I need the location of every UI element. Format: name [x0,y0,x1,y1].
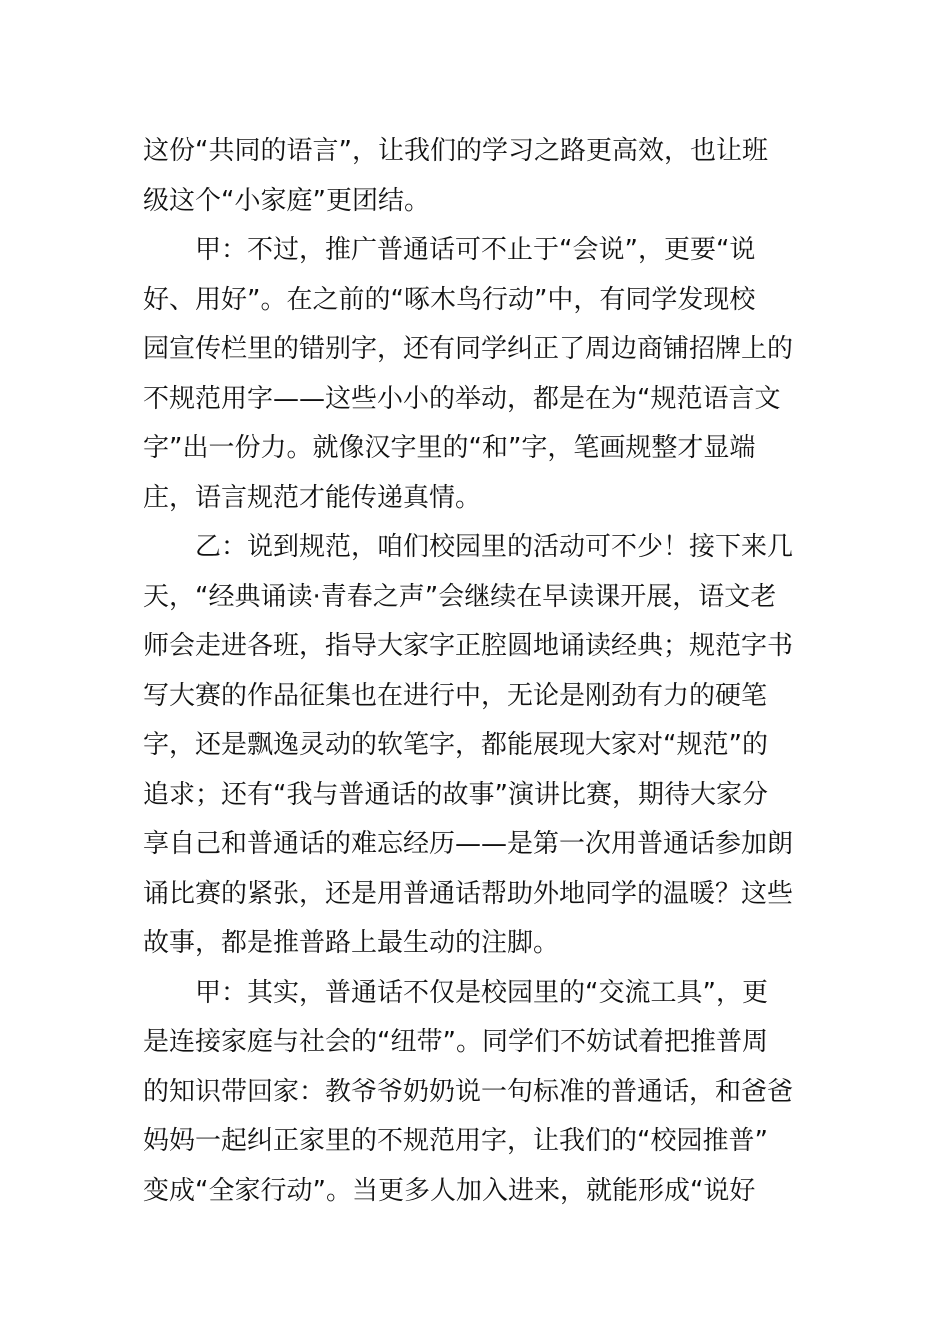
text-line-14: 追求；还有“我与普通话的故事”演讲比赛，期待大家分 [143,780,768,810]
text-line-1: 这份“共同的语言”，让我们的学习之路更高效，也让班 [143,136,768,166]
text-line-12: 写大赛的作品征集也在进行中，无论是刚劲有力的硬笔 [143,681,768,711]
text-line-19: 是连接家庭与社会的“纽带”。同学们不妨试着把推普周 [143,1027,768,1057]
text-line-11: 师会走进各班，指导大家字正腔圆地诵读经典；规范字书 [143,631,794,661]
text-line-21: 妈妈一起纠正家里的不规范用字，让我们的“校园推普” [143,1126,768,1156]
text-line-4: 好、用好”。在之前的“啄木鸟行动”中，有同学发现校 [143,285,756,315]
text-line-8: 庄，语言规范才能传递真情。 [143,483,482,513]
text-line-2: 级这个“小家庭”更团结。 [143,186,430,216]
text-line-7: 字”出一份力。就像汉字里的“和”字，笔画规整才显端 [143,433,756,463]
text-line-17: 故事，都是推普路上最生动的注脚。 [143,928,560,958]
text-line-22: 变成“全家行动”。当更多人加入进来，就能形成“说好 [143,1176,756,1206]
text-line-16: 诵比赛的紧张，还是用普通话帮助外地同学的温暖？这些 [143,879,794,909]
text-line-15: 享自己和普通话的难忘经历——是第一次用普通话参加朗 [143,829,794,859]
text-line-10: 天，“经典诵读·青春之声”会继续在早读课开展，语文老 [143,582,777,612]
text-line-3: 甲：不过，推广普通话可不止于“会说”，更要“说 [195,235,756,265]
text-line-18: 甲：其实，普通话不仅是校园里的“交流工具”，更 [195,978,768,1008]
text-line-6: 不规范用字——这些小小的举动，都是在为“规范语言文 [143,384,781,414]
text-line-5: 园宣传栏里的错别字，还有同学纠正了周边商铺招牌上的 [143,334,794,364]
text-line-9: 乙：说到规范，咱们校园里的活动可不少！接下来几 [195,532,794,562]
text-line-13: 字，还是飘逸灵动的软笔字，都能展现大家对“规范”的 [143,730,768,760]
text-line-20: 的知识带回家：教爷爷奶奶说一句标准的普通话，和爸爸 [143,1077,794,1107]
